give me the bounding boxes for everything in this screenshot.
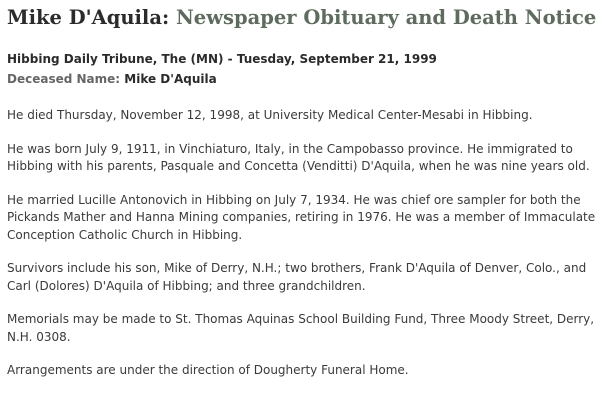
publication-dash: - [223, 52, 237, 66]
obituary-page [7, 6, 609, 380]
deceased-label: Deceased Name: [7, 72, 121, 86]
paragraph-career: He married Lucille Antonovich in Hibbing on July 7, 1934. He was chief ore sampler for both the Pickands Mather and Hanna Mining companies, retiring in 1976. He was a member of Immaculate Conception Catholic Church in Hibbing. [7, 192, 596, 242]
publication-date: Tuesday, September 21, 1999 [236, 52, 437, 66]
paragraph-memorials: Memorials may be made to St. Thomas Aquinas School Building Fund, Three Moody Street, Derry, N.H. 0308. [7, 312, 595, 344]
title-subtitle: Newspaper Obituary and Death Notice [175, 6, 597, 29]
publication-meta [7, 49, 609, 89]
paragraph-death: He died Thursday, November 12, 1998, at University Medical Center-Mesabi in Hibbing. [7, 108, 533, 122]
page-title [7, 6, 609, 30]
publication-line [7, 49, 609, 69]
paragraph-birth: He was born July 9, 1911, in Vinchiaturo, Italy, in the Campobasso province. He immigrated to Hibbing with his parents, Pasquale and Concetta (Venditti) D'Aquila, when he was nine years old. [7, 141, 590, 173]
obituary-body [7, 107, 609, 380]
title-separator: : [161, 6, 170, 29]
paragraph-arrangements: Arrangements are under the direction of Dougherty Funeral Home. [7, 363, 409, 377]
deceased-name: Mike D'Aquila [124, 72, 217, 86]
title-deceased-name: Mike D'Aquila [7, 6, 162, 29]
paragraph-survivors: Survivors include his son, Mike of Derry, N.H.; two brothers, Frank D'Aquila of Denver, Colo., and Carl (Dolores) D'Aquila of Hibbing; and three grandchildren. [7, 261, 587, 293]
deceased-line [7, 69, 609, 89]
publication-name: Hibbing Daily Tribune, The (MN) [7, 52, 224, 66]
